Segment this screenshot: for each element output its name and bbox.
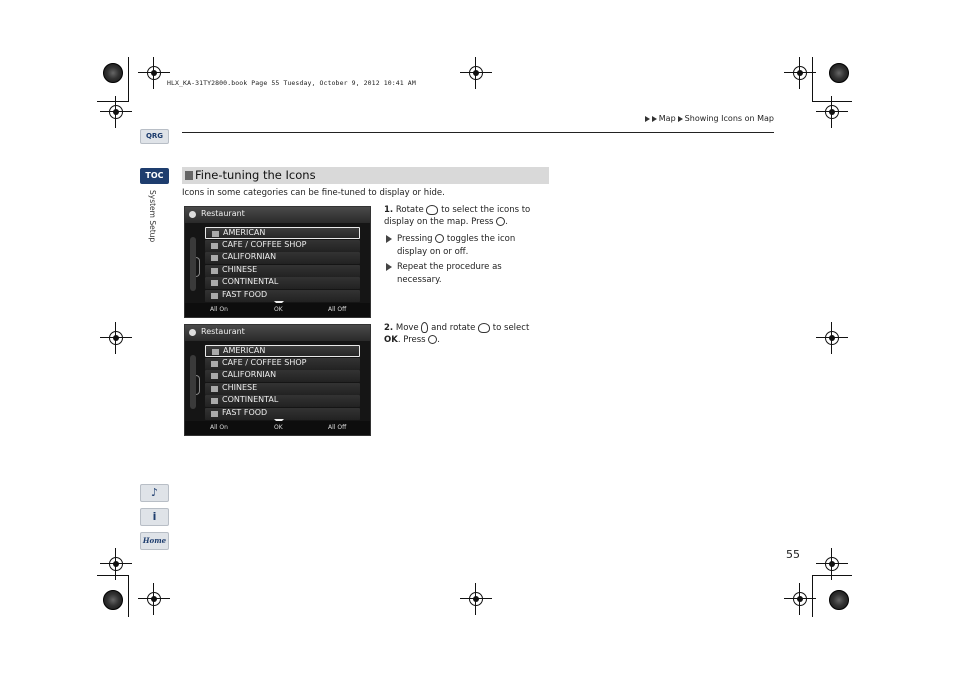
interface-dial-rotate-icon: [478, 323, 490, 333]
step-1: 1. Rotate to select the icons to display on the map. Press .: [384, 205, 531, 227]
nav-screen-2: [184, 324, 371, 436]
registration-mark: [460, 57, 492, 89]
page-number: 55: [786, 548, 800, 561]
list-item[interactable]: FAST FOOD: [205, 408, 360, 420]
all-off-button[interactable]: All Off: [328, 424, 347, 431]
screen-header-title: Restaurant: [201, 327, 245, 336]
crop-line: [812, 575, 852, 576]
crop-line: [97, 575, 129, 576]
check-icon: [211, 268, 218, 274]
list-item[interactable]: CALIFORNIAN: [205, 252, 360, 264]
list-item[interactable]: AMERICAN: [205, 345, 360, 357]
check-icon: [211, 373, 218, 379]
scroll-knob: [196, 257, 200, 277]
scroll-knob: [196, 375, 200, 395]
list-item[interactable]: CAFE / COFFEE SHOP: [205, 358, 360, 370]
all-on-button[interactable]: All On: [210, 424, 228, 431]
all-on-button[interactable]: All On: [210, 306, 228, 313]
registration-mark: [138, 583, 170, 615]
list-item[interactable]: CAFE / COFFEE SHOP: [205, 240, 360, 252]
home-tab[interactable]: Home: [140, 532, 169, 550]
restaurant-icon: [189, 329, 196, 336]
ok-button[interactable]: OK: [274, 424, 283, 431]
list-item[interactable]: AMERICAN: [205, 227, 360, 239]
crop-line: [812, 101, 852, 102]
ok-button[interactable]: OK: [274, 306, 283, 313]
section-title: Fine-tuning the Icons: [195, 168, 316, 182]
step-number: 2.: [384, 323, 394, 333]
check-icon: [211, 255, 218, 261]
toc-tab[interactable]: TOC: [140, 168, 169, 184]
interface-dial-move-icon: [421, 322, 428, 333]
triangle-icon: [678, 116, 683, 122]
check-icon: [211, 280, 218, 286]
crop-line: [97, 101, 129, 102]
restaurant-icon: [189, 211, 196, 218]
list-item[interactable]: CONTINENTAL: [205, 395, 360, 407]
registration-disc-top-right: [829, 63, 849, 83]
registration-disc-bottom-right: [829, 590, 849, 610]
screen-footer: [185, 421, 370, 435]
step-number: 1.: [384, 205, 394, 215]
check-icon: [211, 411, 218, 417]
breadcrumb: [645, 114, 774, 123]
ok-label: OK: [384, 335, 398, 345]
crop-line: [812, 575, 813, 617]
step-1-note-1: Pressing toggles the icon display on or off.: [397, 233, 547, 258]
screen-header-title: Restaurant: [201, 209, 245, 218]
registration-disc-bottom-left: [103, 590, 123, 610]
info-icon: i: [152, 510, 157, 523]
list-item[interactable]: FAST FOOD: [205, 290, 360, 302]
arrow-bullet-icon: [386, 235, 392, 243]
registration-mark: [816, 322, 848, 354]
step-1-note-2: Repeat the procedure as necessary.: [397, 261, 547, 286]
voice-icon: ♪: [150, 486, 159, 499]
list-item[interactable]: CHINESE: [205, 383, 360, 395]
breadcrumb-item-showing-icons[interactable]: Showing Icons on Map: [684, 114, 774, 123]
list-item[interactable]: CONTINENTAL: [205, 277, 360, 289]
registration-disc-top-left: [103, 63, 123, 83]
interface-dial-rotate-icon: [426, 205, 438, 215]
triangle-icon: [652, 116, 657, 122]
section-header: [182, 167, 549, 184]
check-icon: [212, 231, 219, 237]
registration-mark: [100, 322, 132, 354]
header-rule: [182, 132, 774, 133]
registration-mark: [138, 57, 170, 89]
check-icon: [211, 293, 218, 299]
triangle-icon: [645, 116, 650, 122]
check-icon: [212, 349, 219, 355]
crop-line: [128, 57, 129, 102]
voice-command-tab[interactable]: [140, 484, 169, 502]
breadcrumb-item-map[interactable]: Map: [658, 114, 676, 123]
arrow-bullet-icon: [386, 263, 392, 271]
list-item[interactable]: CHINESE: [205, 265, 360, 277]
crop-line: [812, 57, 813, 102]
screen-header: [185, 325, 370, 341]
all-off-button[interactable]: All Off: [328, 306, 347, 313]
check-icon: [211, 398, 218, 404]
intro-text: Icons in some categories can be fine-tuned to display or hide.: [182, 188, 445, 198]
interface-dial-press-icon: [435, 234, 444, 243]
qrg-tab[interactable]: QRG: [140, 129, 169, 144]
crop-line: [128, 575, 129, 617]
index-tab[interactable]: [140, 508, 169, 526]
screen-header: [185, 207, 370, 223]
check-icon: [211, 386, 218, 392]
interface-dial-press-icon: [428, 335, 437, 344]
check-icon: [211, 243, 218, 249]
check-icon: [211, 361, 218, 367]
square-bullet-icon: [185, 171, 193, 180]
section-side-label: System Setup: [148, 190, 157, 243]
registration-mark: [460, 583, 492, 615]
nav-screen-1: [184, 206, 371, 318]
step-2: 2. Move and rotate to select OK. Press .: [384, 323, 530, 345]
screen-footer: [185, 303, 370, 317]
list-item[interactable]: CALIFORNIAN: [205, 370, 360, 382]
file-info-line: HLX_KA-31TY2800.book Page 55 Tuesday, October 9, 2012 10:41 AM: [167, 79, 416, 87]
interface-dial-press-icon: [496, 217, 505, 226]
